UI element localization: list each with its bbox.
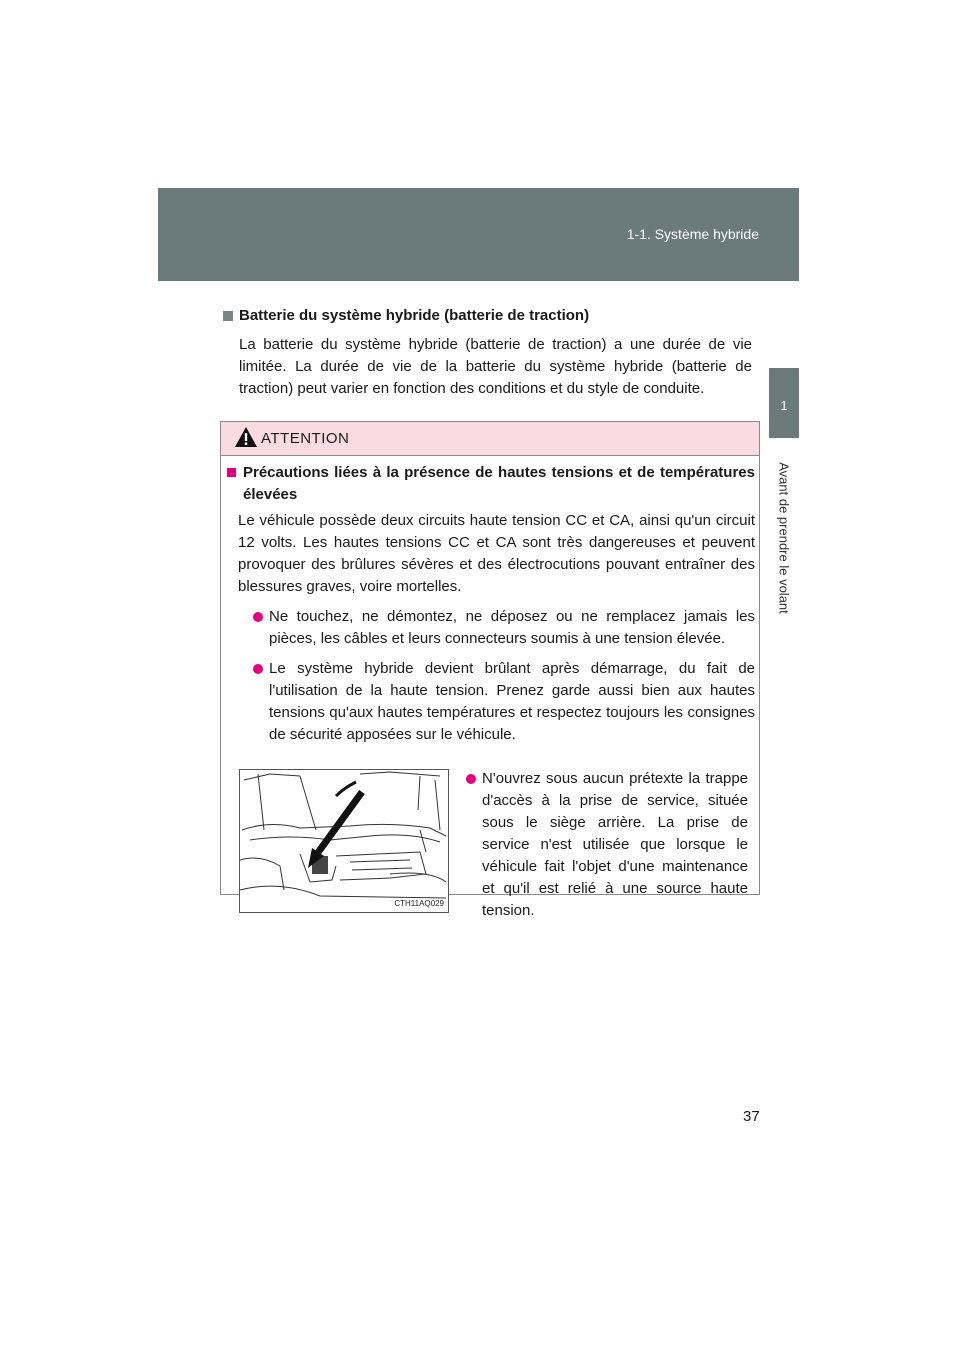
- bullet-text: Ne touchez, ne démontez, ne déposez ou ne remplacez jamais les pièces, les câbles et leurs connecteurs soumis à une tension élevée.: [269, 608, 755, 647]
- attention-paragraph: Le véhicule possède deux circuits haute tension CC et CA, ainsi qu'un circuit 12 volts. Les hautes tensions CC et CA sont très dangereuses et peuvent provoquer des brûlures sévères et des électrocutions pouvant entraîner des blessures graves, voire mortelles.: [238, 512, 755, 595]
- attention-title: ATTENTION: [261, 430, 350, 447]
- chapter-number: 1: [780, 398, 788, 413]
- attention-box: [220, 421, 760, 919]
- bullet-item: [253, 658, 755, 746]
- chapter-side-label: [769, 448, 799, 628]
- circle-bullet-icon: [253, 664, 263, 674]
- battery-section: [222, 306, 752, 400]
- page-number: 37: [743, 1108, 760, 1125]
- bullet-text: Le système hybride devient brûlant après démarrage, du fait de l'utilisation de la haute tension. Prenez garde aussi bien aux hautes tensions qu'aux hautes températures et respectez toujours les consignes de sécurité apposées sur le véhicule.: [269, 660, 755, 743]
- attention-heading-text: Précautions liées à la présence de hautes tensions et de températures élevées: [243, 464, 755, 503]
- chapter-tab: [769, 368, 799, 438]
- circle-bullet-icon: [466, 774, 476, 784]
- service-plug-illustration: [239, 769, 449, 913]
- bullet-text: N'ouvrez sous aucun prétexte la trappe d'accès à la prise de service, située sous le siège arrière. La prise de service n'est utilisée que lorsque le véhicule fait l'objet d'une maintenance et qu'il est relié à une source haute tension.: [482, 770, 748, 919]
- square-bullet-icon: [227, 468, 236, 477]
- bullet-item: [253, 606, 755, 650]
- figure-code: CTH11AQ029: [394, 899, 444, 908]
- attention-header: [221, 422, 759, 456]
- bullet-item: [466, 768, 748, 922]
- attention-heading: [227, 462, 755, 506]
- section-body: La batterie du système hybride (batterie de traction) a une durée de vie limitée. La durée de vie de la batterie du système hybride (batterie de traction) peut varier en fonction des conditions et du style de conduite.: [239, 336, 752, 397]
- chapter-side-label-text: Avant de prendre le volant: [776, 462, 792, 614]
- section-heading-text: Batterie du système hybride (batterie de traction): [239, 307, 590, 324]
- rear-seat-drawing: [240, 770, 448, 912]
- warning-triangle-icon: [234, 425, 258, 449]
- header-band: [158, 188, 799, 281]
- section-heading: [222, 306, 752, 326]
- chapter-title: 1-1. Système hybride: [626, 226, 759, 242]
- circle-bullet-icon: [253, 612, 263, 622]
- square-bullet-icon: [223, 311, 233, 321]
